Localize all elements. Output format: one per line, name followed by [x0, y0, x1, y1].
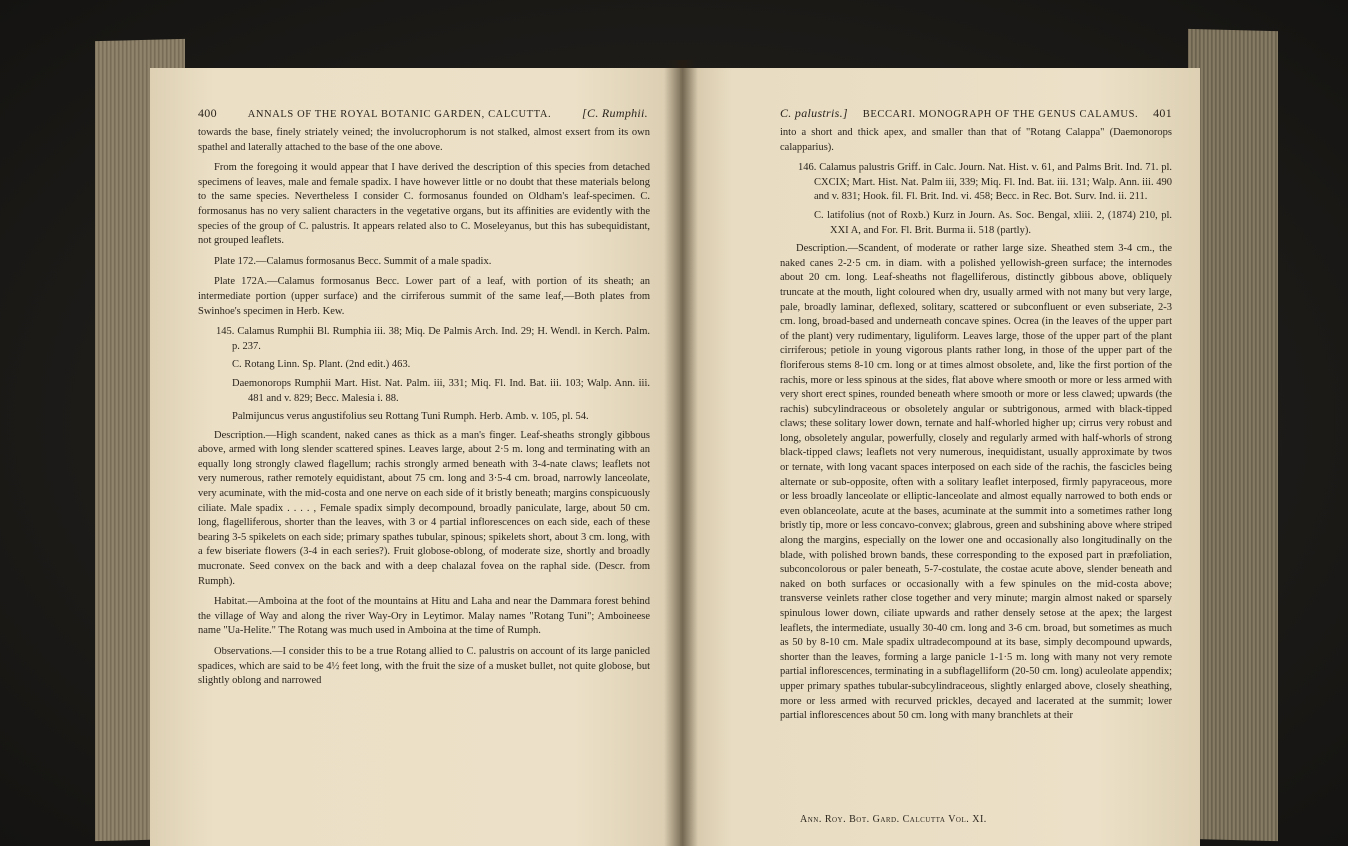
right-page [680, 68, 1200, 846]
right-section-tag: C. palustris.] [780, 106, 848, 120]
plate-caption: Plate 172.—Calamus formosanus Becc. Summit of a male spadix. [214, 255, 492, 267]
synonym-entry: C. Rotang Linn. Sp. Plant. (2nd edit.) 463. [232, 359, 411, 371]
right-page-number: 401 [1153, 106, 1172, 120]
left-running-title: ANNALS OF THE ROYAL BOTANIC GARDEN, CALCUTTA. [247, 109, 552, 120]
left-page [150, 68, 680, 846]
paragraph: towards the base, finely striately veined; the involucrophorum is not stalked, almost exsert from its own spathel and laterally attached to the base of the one above. [198, 127, 650, 153]
left-section-tag: [C. Rumphii. [582, 106, 648, 120]
left-running-head [198, 106, 648, 121]
page-footer: Ann. Roy. Bot. Gard. Calcutta Vol. XI. [800, 814, 987, 825]
left-body-text [198, 126, 650, 695]
description-paragraph: Description.—Scandent, of moderate or rather large size. Sheathed stem 3-4 cm., the naked canes 2-2·5 cm. in diam. with a polished yellowish-green surface; the internodes about 20 cm. long. Leaf-sheaths not flagelliferous, distinctly gibbous above, obliquely truncate at the mouth, light coloured when dry, usually armed with not many but very large, pale, broadly laminar, deflexed, solitary, scattered or subconfluent or even subseriate, 2-3 cm. long, broad-based and underneath concave spines. Ocrea (in the leaves of the upper part of the plant) very rudimentary, liguliform. Leaves large, those of the upper part of the plant cirriferous; petiole in young vigorous plants rather long, in those of the upper part of the floriferous stems 8-10 cm. long or at times almost obsolete, and, like the first portion of the rachis, more or less spinous at the sides, flat above where smooth or more or less armed with very short erect spines, rounded beneath where smooth or more or less clawed; upwards (the rachis) subcylindraceous or obsoletely angular or subtrigonous, armed with black-tipped claws; these solitary lower down, ternate and half-whorled higher up; cirrus very robust and long, obsoletely angular, powerfully, closely and regularly armed with half-whorls of strong black-tipped claws; leaflets not very numerous, inequidistant, usually approximate by twos or ternate, with long vacant spaces interposed on each side of the rachis, the fascicles being alternate or sub-opposite, often with a solitary leaflet interposed, firmly papyraceous, more or less broadly lanceolate or elliptic-lanceolate and almost equally narrowed to both ends or even oblanceolate, acute at the bases, acuminate at the summit into a sometimes rather long bristly tip, more or less concavo-convex; glabrous, green and subshining above where striped along the margins, especially on the lower one and occasionally also longitudinally on the blade, with polished brown bands, these corresponding to the exposed part in præfoliation, subconcolorous or paler beneath, 5-7-costulate, the costae acute above, slender beneath and naked on both surfaces or occasionally with a few spinules on the mid-costa above; transverse veinlets rather close together and very minute; margin almost naked or sparsely spinulous lower down, ciliate upwards and rather densely setose at the apex; the largest leaflets, the intermediate, usually 30-40 cm. long and 3-6 cm. broad, but sometimes as much as 50 by 8-10 cm. Male spadix ultradecompound at its base, simply decompound upwards, shorter than the leaves, forming a large panicle 1-1·5 m. long with many not very remote partial inflorescences, terminating in a subflagelliform (20-50 cm. long) aculeolate appendix; upper primary spathes tubular-subcylindraceous, slightly enlarged above, closely sheathing, more or less armed with recurved prickles, decayed and lacerated at the summit; lower partial inflorescences about 50 cm. long with many branchlets at their [780, 243, 1172, 722]
synonym-entry: C. latifolius (not of Roxb.) Kurz in Journ. As. Soc. Bengal, xliii. 2, (1874) 210, pl. XXI A, and For. Fl. Brit. Burma ii. 518 (partly). [814, 209, 1172, 236]
left-page-number: 400 [198, 106, 217, 120]
description-paragraph: Description.—High scandent, naked canes as thick as a man's finger. Leaf-sheaths strongly gibbous above, armed with long slender scattered spines. Leaves large, about 2·5 m. long and terminating with an equally long strongly clawed flagellum; rachis strongly armed beneath with 3-4-nate claws; leaflets not very numerous, rather remotely equidistant, about 75 cm. long and 3·5-4 cm. broad, narrowly lanceolate, very acuminate, with the mid-costa and one nerve on each side of it bristly beneath; margins conspicuously ciliate. Male spadix . . . . , Female spadix simply decompound, broadly paniculate, large, about 50 cm. long, flagelliferous, shorter than the leaves, with 3 or 4 partial inflorescences on each side, each of these bearing 3-5 spikelets on each side; primary spathes tubular, spinous; spikelets short, about 3 cm. long, with a few biseriate flowers (3-4 in each series?). Fruit globose-oblong, of moderate size, shortly and broadly mucronate. Seed convex on the back and with a deep chalazal fovea on the raphal side. (Descr. from Rumph). [198, 429, 650, 587]
plate-caption: Plate 172A.—Calamus formosanus Becc. Lower part of a leaf, with portion of its sheath; an intermediate portion (upper surface) and the cirriferous summit of the same leaf,—Both plates from Swinhoe's specimen in Herb. Kew. [198, 276, 650, 317]
synonym-entry: 146. Calamus palustris Griff. in Calc. Journ. Nat. Hist. v. 61, and Palms Brit. Ind. 71. pl. CXCIX; Mart. Hist. Nat. Palm iii, 339; Miq. Fl. Ind. Bat. iii. 131; Walp. Ann. iii. 490 and v. 831; Hook. fil. Fl. Brit. Ind. vi. 458; Becc. in Rec. Bot. Surv. Ind. ii. 211. [798, 162, 1172, 203]
book-edge-right [1188, 29, 1278, 841]
synonym-entry: Daemonorops Rumphii Mart. Hist. Nat. Palm. iii, 331; Miq. Fl. Ind. Bat. iii. 103; Walp. Ann. iii. 481 and v. 829; Becc. Malesia i. 88. [232, 377, 650, 404]
right-body-text [780, 126, 1172, 730]
paragraph: From the foregoing it would appear that I have derived the description of this species from detached specimens of leaves, male and female spadix. I have however little or no doubt that these materials belong to the same species. Nevertheless I consider C. formosanus founded on Oldham's leaf-specimen. C. formosanus has no very salient characters in the vegetative organs, but its affinities are evidently with the species of the group of C. palustris. It appears related also to C. Moseleyanus, but this has subequidistant, not grouped leaflets. [198, 162, 650, 247]
paragraph: into a short and thick apex, and smaller than that of "Rotang Calappa" (Daemonorops calapparius). [780, 127, 1172, 153]
observations-paragraph: Observations.—I consider this to be a true Rotang allied to C. palustris on account of its large panicled spadices, which are said to be 4½ feet long, with the fruit the size of a musket bullet, not quite globose, but slightly oblong and narrowed [198, 646, 650, 687]
right-running-title: BECCARI. MONOGRAPH OF THE GENUS CALAMUS. [862, 109, 1139, 120]
synonym-entry: 145. Calamus Rumphii Bl. Rumphia iii. 38; Miq. De Palmis Arch. Ind. 29; H. Wendl. in Kerch. Palm. p. 237. [216, 326, 650, 352]
synonym-entry: Palmijuncus verus angustifolius seu Rottang Tuni Rumph. Herb. Amb. v. 105, pl. 54. [232, 411, 589, 423]
right-running-head [780, 106, 1172, 121]
habitat-paragraph: Habitat.—Amboina at the foot of the mountains at Hitu and Laha and near the Dammara forest behind the village of Way and along the river Way-Ory in Leytimor. Malay names "Rotang Tuni"; Amboineese name "Ua-Helite." The Rotang was much used in Amboina at the time of Rumph. [198, 596, 650, 637]
book-gutter [664, 60, 698, 846]
